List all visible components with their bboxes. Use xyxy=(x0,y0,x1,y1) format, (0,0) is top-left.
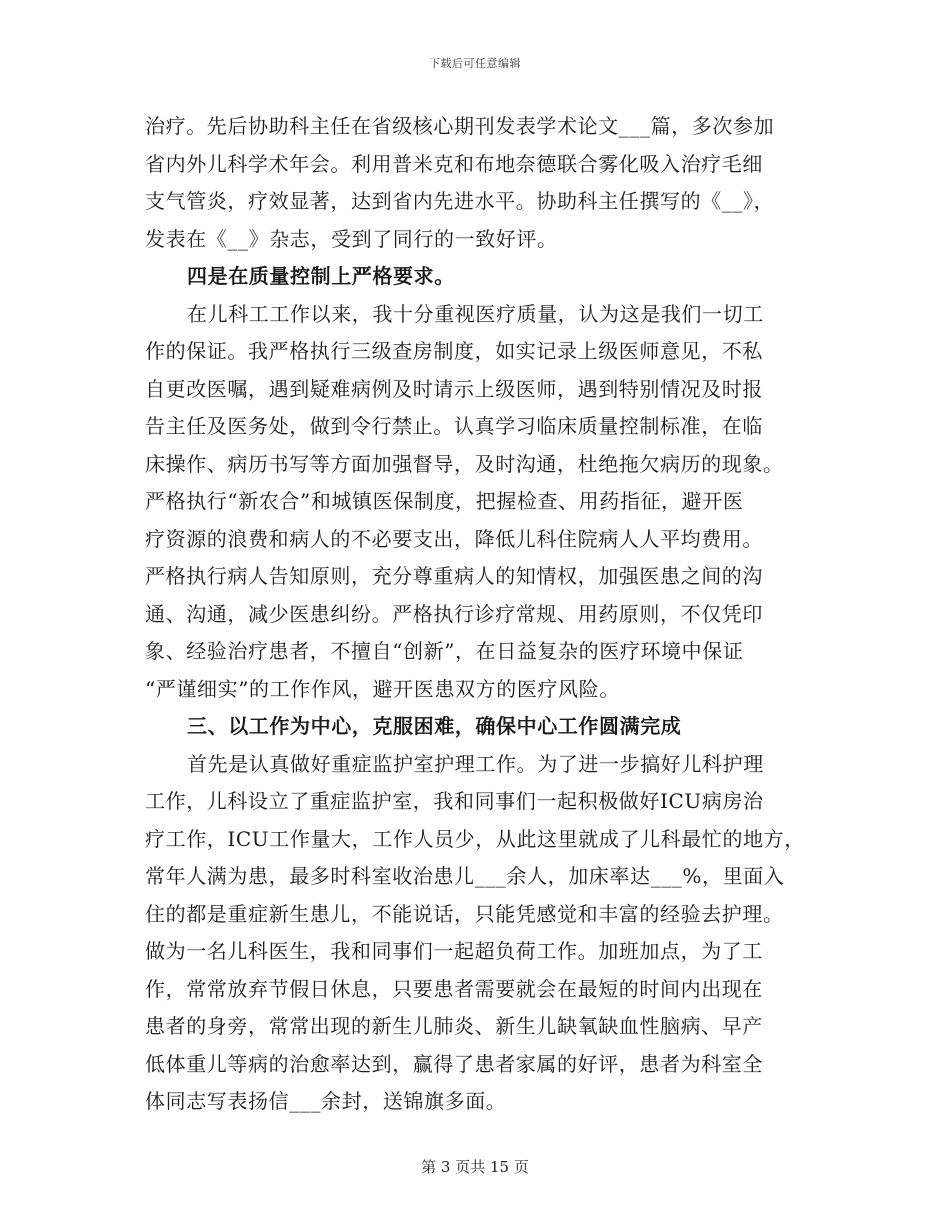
paragraph-line: 床操作、病历书写等方面加强督导，及时沟通，杜绝拖欠病历的现象。 xyxy=(145,451,784,476)
paragraph-line: 告主任及医务处，做到令行禁止。认真学习临床质量控制标准，在临 xyxy=(145,414,763,438)
document-body xyxy=(145,108,815,1121)
paragraph-line: 做为一名儿科医生，我和同事们一起超负荷工作。加班加点，为了工 xyxy=(145,939,763,963)
paragraph-line: 患者的身旁，常常出现的新生儿肺炎、新生儿缺氧缺血性脑病、早产 xyxy=(145,1014,763,1038)
section-heading: 三、以工作为中心，克服困难，确保中心工作圆满完成 xyxy=(187,714,682,738)
paragraph-line: 工作，儿科设立了重症监护室，我和同事们一起积极做好ICU病房治 xyxy=(145,789,764,813)
section-heading: 四是在质量控制上严格要求。 xyxy=(187,264,455,288)
paragraph-line: 疗资源的浪费和病人的不必要支出，降低儿科住院病人人平均费用。 xyxy=(145,526,763,551)
paragraph-line: 自更改医嘱，遇到疑难病例及时请示上级医师，遇到特别情况及时报 xyxy=(145,376,763,401)
paragraph-line: 治疗。先后协助科主任在省级核心期刊发表学术论文___篇，多次参加 xyxy=(145,114,775,138)
paragraph-line: 通、沟通，减少医患纠纷。严格执行诊疗常规、用药原则，不仅凭印 xyxy=(145,601,763,626)
paragraph-line: 象、经验治疗患者，不擅自“创新”，在日益复杂的医疗环境中保证 xyxy=(145,639,744,663)
paragraph-line: 严格执行病人告知原则，充分尊重病人的知情权，加强医患之间的沟 xyxy=(145,564,763,588)
paragraph-line: 发表在《__》杂志，受到了同行的一致好评。 xyxy=(145,226,558,251)
paragraph-line: 作，常常放弃节假日休息，只要患者需要就会在最短的时间内出现在 xyxy=(145,976,763,1001)
page-header: 下载后可任意编辑 xyxy=(429,57,521,70)
paragraph-line: 省内外儿科学术年会。利用普米克和布地奈德联合雾化吸入治疗毛细 xyxy=(145,151,763,176)
paragraph-line: 在儿科工工作以来，我十分重视医疗质量，认为这是我们一切工 xyxy=(187,301,764,326)
paragraph-line: 疗工作，ICU工作量大，工作人员少，从此这里就成了儿科最忙的地方， xyxy=(145,826,805,851)
page-footer: 第 3 页共 15 页 xyxy=(421,1158,529,1176)
paragraph-line: 体同志写表扬信___余封，送锦旗多面。 xyxy=(145,1089,507,1113)
paragraph-line: 住的都是重症新生患儿，不能说话，只能凭感觉和丰富的经验去护理。 xyxy=(145,901,784,926)
paragraph-line: 首先是认真做好重症监护室护理工作。为了进一步搞好儿科护理 xyxy=(187,751,764,776)
paragraph-line: “严谨细实”的工作作风，避开医患双方的医疗风险。 xyxy=(145,676,620,701)
paragraph-line: 作的保证。我严格执行三级查房制度，如实记录上级医师意见，不私 xyxy=(145,339,763,363)
paragraph-line: 常年人满为患，最多时科室收治患儿___余人，加床率达___%，里面入 xyxy=(145,864,785,888)
paragraph-line: 严格执行“新农合”和城镇医保制度，把握检查、用药指征，避开医 xyxy=(145,489,744,513)
paragraph-line: 支气管炎，疗效显著，达到省内先进水平。协助科主任撰写的《__》， xyxy=(145,189,775,213)
paragraph-line: 低体重儿等病的治愈率达到，赢得了患者家属的好评，患者为科室全 xyxy=(145,1051,763,1076)
